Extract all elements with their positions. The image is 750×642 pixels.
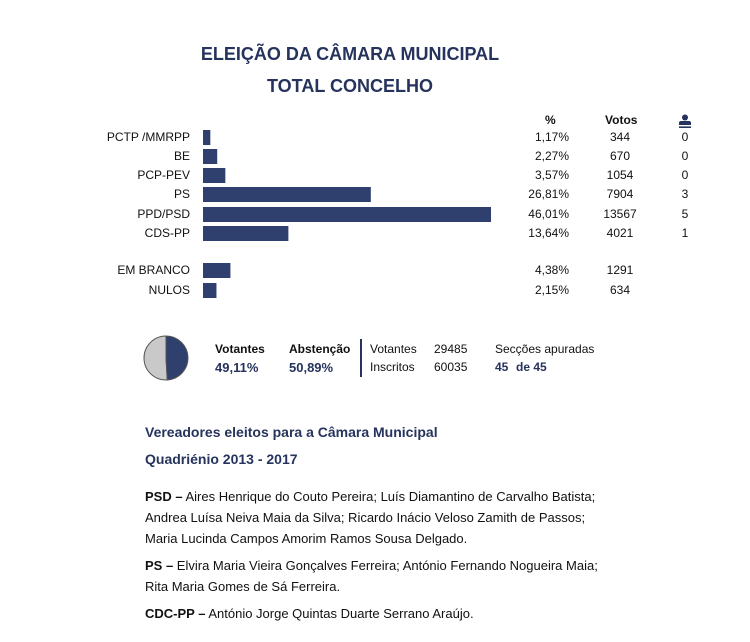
bar [203, 263, 230, 278]
bar [203, 187, 371, 202]
ps-names: Elvira Maria Vieira Gonçalves Ferreira; António Fernando Nogueira Maia; Rita Maria Gomes de Sá Ferreira. [145, 558, 598, 594]
category-label: PCP-PEV [137, 168, 190, 182]
abstencao-pct: 50,89% [289, 360, 334, 375]
psd-vereadores [145, 486, 615, 549]
seccoes-label: Secções apuradas [495, 342, 595, 356]
category-label: CDS-PP [144, 226, 190, 240]
seats-label: 1 [681, 226, 689, 240]
vereadores-heading: Vereadores eleitos para a Câmara Municipal [145, 424, 438, 440]
bar [203, 168, 225, 183]
abstencao-label: Abstenção [289, 342, 351, 356]
votes-label: 4021 [606, 226, 634, 240]
category-label: NULOS [148, 283, 190, 297]
category-label: PS [173, 187, 190, 201]
bar [203, 207, 491, 222]
pct-label: 2,15% [534, 283, 569, 297]
pie-slice-abstencao [144, 336, 167, 380]
votes-label: 1291 [606, 263, 634, 277]
seats-label: 5 [681, 207, 689, 221]
turnout-pie [142, 334, 190, 382]
inscritos-count: 60035 [434, 360, 468, 374]
votantes-count: 29485 [434, 342, 468, 356]
quadrienio-heading: Quadriénio 2013 - 2017 [145, 451, 298, 467]
pct-label: 1,17% [534, 130, 569, 144]
votes-label: 1054 [606, 168, 634, 182]
ps-vereadores [145, 555, 615, 597]
pct-label: 4,38% [534, 263, 569, 277]
seats-label: 0 [681, 149, 689, 163]
votes-label: 344 [609, 130, 631, 144]
votantes-pct: 49,11% [215, 360, 259, 375]
pct-label: 3,57% [534, 168, 569, 182]
category-label: PCTP /MMRPP [106, 130, 190, 144]
bar [203, 149, 217, 164]
cdc-party: CDC-PP – [145, 606, 206, 621]
results-bar-chart [0, 0, 750, 310]
ps-party: PS – [145, 558, 174, 573]
category-label: EM BRANCO [117, 263, 190, 277]
category-label: PPD/PSD [137, 207, 190, 221]
category-label: BE [173, 149, 190, 163]
pct-label: 26,81% [528, 187, 569, 201]
votes-label: 670 [609, 149, 631, 163]
votes-label: 13567 [603, 207, 637, 221]
page-title: ELEIÇÃO DA CÂMARA MUNICIPAL [200, 44, 500, 64]
votes-label: 634 [609, 283, 631, 297]
votes-header: Votos [605, 113, 638, 127]
summary-divider [360, 339, 362, 377]
seats-label: 0 [681, 168, 689, 182]
votantes-label: Votantes [215, 342, 265, 356]
psd-names: Aires Henrique do Couto Pereira; Luís Diamantino de Carvalho Batista; Andrea Luísa Neiva Maia da Silva; Ricardo Inácio Veloso Zamith de Passos; Maria Lucinda Campos Amorim Ramos Sousa Delgado. [145, 489, 596, 546]
pie-slice-votantes [166, 336, 188, 380]
seats-label: 0 [681, 130, 689, 144]
bar [203, 283, 216, 298]
psd-party: PSD – [145, 489, 183, 504]
votes-label: 7904 [606, 187, 634, 201]
pct-label: 2,27% [534, 149, 569, 163]
votantes-count-label: Votantes [370, 342, 417, 356]
cdc-names: António Jorge Quintas Duarte Serrano Araújo. [205, 606, 474, 621]
pct-header: % [545, 113, 556, 127]
pct-label: 13,64% [528, 226, 569, 240]
seccoes-done: 45 [495, 360, 509, 374]
inscritos-label: Inscritos [370, 360, 415, 374]
seccoes-of: de 45 [516, 360, 547, 374]
pct-label: 46,01% [528, 207, 569, 221]
bar [203, 130, 210, 145]
cdc-vereadores [145, 603, 615, 624]
bar [203, 226, 288, 241]
seats-label: 3 [681, 187, 689, 201]
page-subtitle: TOTAL CONCELHO [267, 76, 433, 96]
